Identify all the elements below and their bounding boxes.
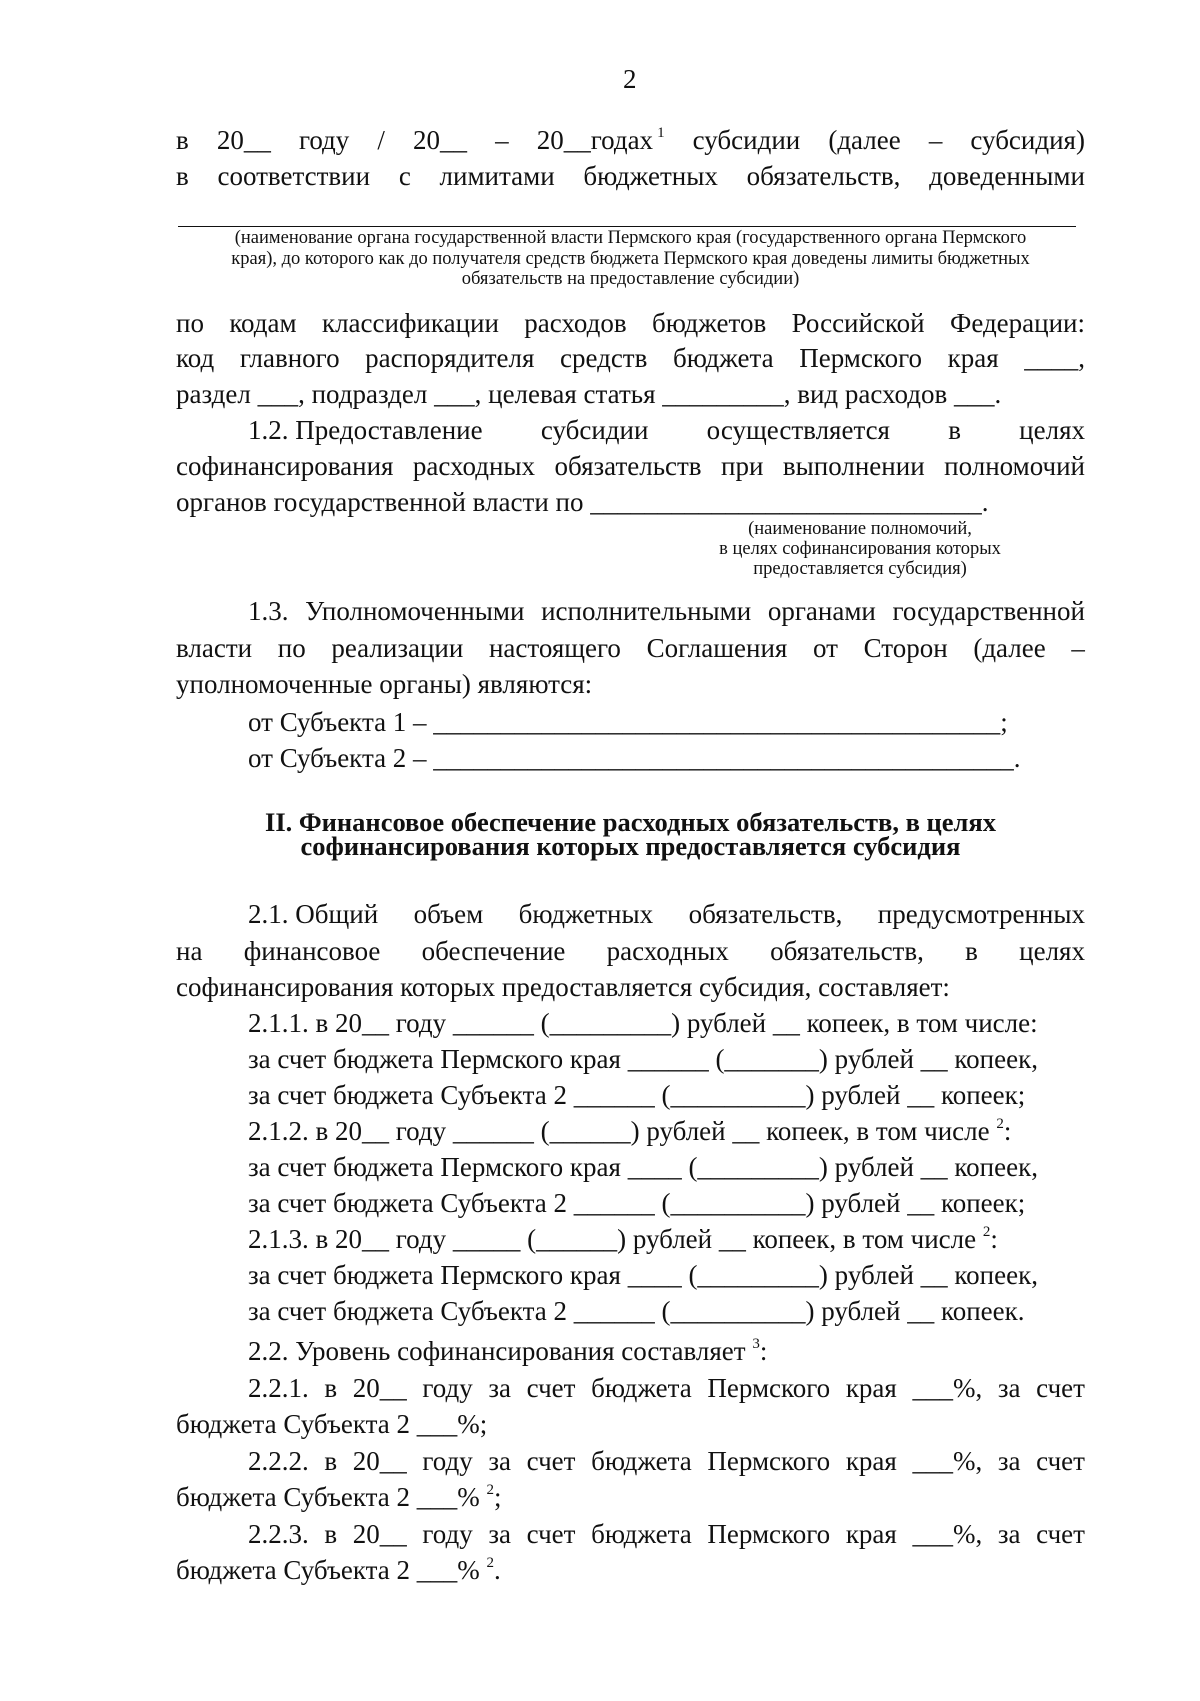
- blank-line-organ: [178, 226, 1076, 227]
- word: счет: [526, 1446, 576, 1476]
- p1-3-line-3: уполномоченные органы) являются:: [176, 669, 593, 699]
- word: 20__: [216, 125, 271, 155]
- amount-line-tail: :: [1003, 1116, 1012, 1146]
- word: за: [997, 1446, 1021, 1476]
- word: софинансирования: [176, 451, 394, 481]
- level-line-tail-text: бюджета Субъекта 2 ___%;: [176, 1409, 488, 1439]
- word: Российской: [791, 308, 925, 338]
- word: (далее: [973, 633, 1046, 663]
- word: году: [422, 1373, 473, 1403]
- word: главного: [239, 343, 340, 373]
- word: –: [928, 125, 943, 155]
- word: в: [176, 161, 189, 191]
- word: полномочий: [944, 451, 1085, 481]
- amount-line-text: 2.1.1. в 20__ году ______ (_________) рублей __ копеек, в том числе:: [248, 1008, 1038, 1038]
- level-line-tail-end: .: [494, 1555, 501, 1585]
- amount-line-text: за счет бюджета Субъекта 2 ______ (__________) рублей __ копеек;: [248, 1188, 1026, 1218]
- amount-line: [248, 1046, 1038, 1073]
- amount-line-text: за счет бюджета Пермского края ______ (_______) рублей __ копеек,: [248, 1044, 1038, 1074]
- word: Пермского: [707, 1373, 831, 1403]
- level-line-head: [248, 1521, 1085, 1553]
- word: году: [422, 1519, 473, 1549]
- amount-line: [248, 1298, 1025, 1325]
- word: выполнении: [782, 451, 925, 481]
- level-line-tail: [176, 1557, 501, 1584]
- word: 20__: [352, 1446, 407, 1476]
- word: /: [377, 125, 385, 155]
- word: Соглашения: [646, 633, 788, 663]
- word: 1.2. Предоставление: [248, 415, 483, 445]
- word: году: [298, 125, 350, 155]
- word: 2.1. Общий: [248, 899, 379, 929]
- word: за: [488, 1519, 512, 1549]
- p2-2-intro: [248, 1338, 767, 1365]
- word: расходных: [606, 936, 729, 966]
- word: края: [845, 1519, 897, 1549]
- footnote-marker: 2: [486, 1555, 495, 1571]
- amount-line-text: за счет бюджета Пермского края ____ (_________) рублей __ копеек,: [248, 1260, 1038, 1290]
- amount-line: [248, 1262, 1038, 1289]
- word: в: [948, 415, 961, 445]
- level-line-head: [248, 1375, 1085, 1407]
- word: в: [965, 936, 978, 966]
- word: счет: [526, 1519, 576, 1549]
- word: целях: [1019, 936, 1085, 966]
- word-text: 20__годах: [536, 125, 654, 155]
- word: за: [997, 1373, 1021, 1403]
- word: предусмотренных: [877, 899, 1085, 929]
- word: за: [488, 1373, 512, 1403]
- word: бюджетов: [651, 308, 767, 338]
- word: обязательств,: [688, 899, 843, 929]
- word: финансовое: [243, 936, 381, 966]
- footnote-marker: 1: [657, 125, 665, 141]
- intro-line-5: раздел ___, подраздел ___, целевая статья _________, вид расходов ___.: [176, 379, 1002, 409]
- word: расходных: [412, 451, 536, 481]
- word: бюджетных: [518, 899, 654, 929]
- word: ___%,: [912, 1519, 983, 1549]
- word: субсидии: [540, 415, 649, 445]
- amount-line-text: 2.1.3. в 20__ году _____ (______) рублей __ копеек, в том числе: [248, 1224, 983, 1254]
- word: органами: [767, 596, 876, 626]
- word: счет: [1036, 1519, 1085, 1549]
- word: бюджета: [591, 1373, 692, 1403]
- word: кодам: [229, 308, 297, 338]
- word: Пермского: [799, 343, 923, 373]
- word: 20__: [352, 1519, 407, 1549]
- word: исполнительными: [541, 596, 752, 626]
- word: субсидия): [970, 125, 1085, 155]
- word: обязательств,: [746, 161, 901, 191]
- caption-organ-line-3: обязательств на предоставление субсидии): [461, 269, 800, 289]
- word: Сторон: [863, 633, 948, 663]
- word: от: [813, 633, 838, 663]
- amount-line: [248, 1118, 1011, 1145]
- level-line-tail-text: бюджета Субъекта 2 ___%: [176, 1555, 487, 1585]
- word: обязательств,: [770, 936, 924, 966]
- word: осуществляется: [706, 415, 890, 445]
- amount-line-text: 2.1.2. в 20__ году ______ (______) рублей __ копеек, в том числе: [248, 1116, 997, 1146]
- word: счет: [1036, 1373, 1085, 1403]
- word: государственной: [892, 596, 1085, 626]
- p1-3-subject-1: от Субъекта 1 – __________________________________________;: [248, 707, 1008, 737]
- footnote-marker: 2: [982, 1224, 991, 1240]
- word: объем: [413, 899, 484, 929]
- word: края: [845, 1373, 897, 1403]
- word: в: [176, 125, 189, 155]
- word: лимитами: [439, 161, 555, 191]
- level-line-tail: [176, 1484, 502, 1511]
- amount-line-text: за счет бюджета Субъекта 2 ______ (__________) рублей __ копеек.: [248, 1296, 1025, 1326]
- word: 1.3.: [248, 596, 289, 626]
- word: 2.2.3.: [248, 1519, 309, 1549]
- p1-2-line-1: [248, 417, 1085, 449]
- word: ____,: [1024, 343, 1085, 373]
- word: доведенными: [929, 161, 1085, 191]
- word: за: [997, 1519, 1021, 1549]
- amount-line-tail: :: [990, 1224, 998, 1254]
- amount-line-text: за счет бюджета Пермского края ____ (_________) рублей __ копеек,: [248, 1152, 1038, 1182]
- word: –: [495, 125, 509, 155]
- word: бюджета: [591, 1519, 692, 1549]
- intro-line-1: [176, 127, 1085, 159]
- word: Пермского: [707, 1519, 831, 1549]
- word: власти: [176, 633, 253, 663]
- word: 20__: [352, 1373, 407, 1403]
- p2-1-line-2: [176, 938, 1085, 970]
- level-line-head: [248, 1448, 1085, 1480]
- caption-powers-line-1: (наименование полномочий,: [748, 519, 972, 539]
- word: Уполномоченными: [305, 596, 525, 626]
- word: бюджетных: [583, 161, 718, 191]
- word: счет: [526, 1373, 576, 1403]
- intro-line-4: [176, 345, 1085, 377]
- amount-line: [248, 1010, 1038, 1037]
- word: классификации: [321, 308, 499, 338]
- word: 20__: [413, 125, 468, 155]
- footnote-marker: 3: [752, 1336, 760, 1352]
- caption-organ-line-2: края), до которого как до получателя средств бюджета Пермского края доведены лимиты бюджетных: [231, 249, 1030, 269]
- word: края: [947, 343, 999, 373]
- word: по: [176, 308, 204, 338]
- word: на: [176, 936, 203, 966]
- word: расходов: [524, 308, 627, 338]
- word: средств: [559, 343, 648, 373]
- word: году: [422, 1446, 473, 1476]
- word: в: [324, 1373, 338, 1403]
- intro-line-3: [176, 310, 1085, 342]
- amount-line: [248, 1190, 1025, 1217]
- word: ___%,: [912, 1446, 983, 1476]
- word: бюджета: [672, 343, 774, 373]
- word: реализации: [331, 633, 464, 663]
- word: в: [324, 1446, 338, 1476]
- p1-2-line-2: [176, 453, 1085, 485]
- word: обеспечение: [421, 936, 566, 966]
- word: настоящего: [488, 633, 621, 663]
- word: с: [398, 161, 411, 191]
- word: (далее: [828, 125, 901, 155]
- caption-powers-line-2: в целях софинансирования которых: [719, 539, 1001, 559]
- word: за: [488, 1446, 512, 1476]
- amount-line: [248, 1226, 998, 1253]
- p2-2-intro-colon: :: [759, 1336, 768, 1366]
- p2-2-intro-text: 2.2. Уровень софинансирования составляет: [248, 1336, 753, 1366]
- word: Федерации:: [949, 308, 1085, 338]
- level-line-tail-end: ;: [494, 1482, 502, 1512]
- word: обязательств: [554, 451, 702, 481]
- word: целях: [1019, 415, 1085, 445]
- p1-3-subject-2: от Субъекта 2 – ___________________________________________.: [248, 743, 1021, 773]
- p2-1-line-3: софинансирования которых предоставляется субсидия, составляет:: [176, 972, 950, 1002]
- caption-powers-line-3: предоставляется субсидия): [753, 559, 967, 579]
- word: края: [845, 1446, 897, 1476]
- word: субсидии: [692, 125, 801, 155]
- word: 2.2.2.: [248, 1446, 309, 1476]
- word: бюджета: [591, 1446, 692, 1476]
- word: счет: [1036, 1446, 1085, 1476]
- p1-2-line-3: органов государственной власти по _____________________________.: [176, 487, 989, 517]
- amount-line: [248, 1082, 1025, 1109]
- word: по: [277, 633, 306, 663]
- caption-organ-line-1: (наименование органа государственной власти Пермского края (государственного органа Пермского: [234, 228, 1027, 248]
- amount-line-text: за счет бюджета Субъекта 2 ______ (__________) рублей __ копеек;: [248, 1080, 1026, 1110]
- amount-line: [248, 1154, 1038, 1181]
- word: ___%,: [912, 1373, 983, 1403]
- word: [537, 127, 665, 159]
- word: распорядителя: [365, 343, 535, 373]
- footnote-marker: 2: [486, 1482, 495, 1498]
- level-line-tail-text: бюджета Субъекта 2 ___%: [176, 1482, 487, 1512]
- word: 2.2.1.: [248, 1373, 309, 1403]
- p1-3-line-2: [176, 635, 1085, 667]
- footnote-marker: 2: [996, 1116, 1004, 1132]
- word: код: [176, 343, 215, 373]
- section-2-title-line-1: II. Финансовое обеспечение расходных обязательств, в целях: [265, 807, 996, 837]
- word: –: [1071, 633, 1085, 663]
- word: при: [721, 451, 764, 481]
- section-2-title-line-2: софинансирования которых предоставляется субсидия: [300, 831, 961, 861]
- word: Пермского: [707, 1446, 831, 1476]
- p1-3-line-1: [248, 598, 1085, 630]
- word: соответствии: [217, 161, 371, 191]
- intro-line-2: [176, 163, 1085, 195]
- word: в: [324, 1519, 338, 1549]
- p2-1-line-1: [248, 901, 1085, 933]
- page-number: 2: [623, 64, 637, 94]
- level-line-tail: [176, 1411, 487, 1438]
